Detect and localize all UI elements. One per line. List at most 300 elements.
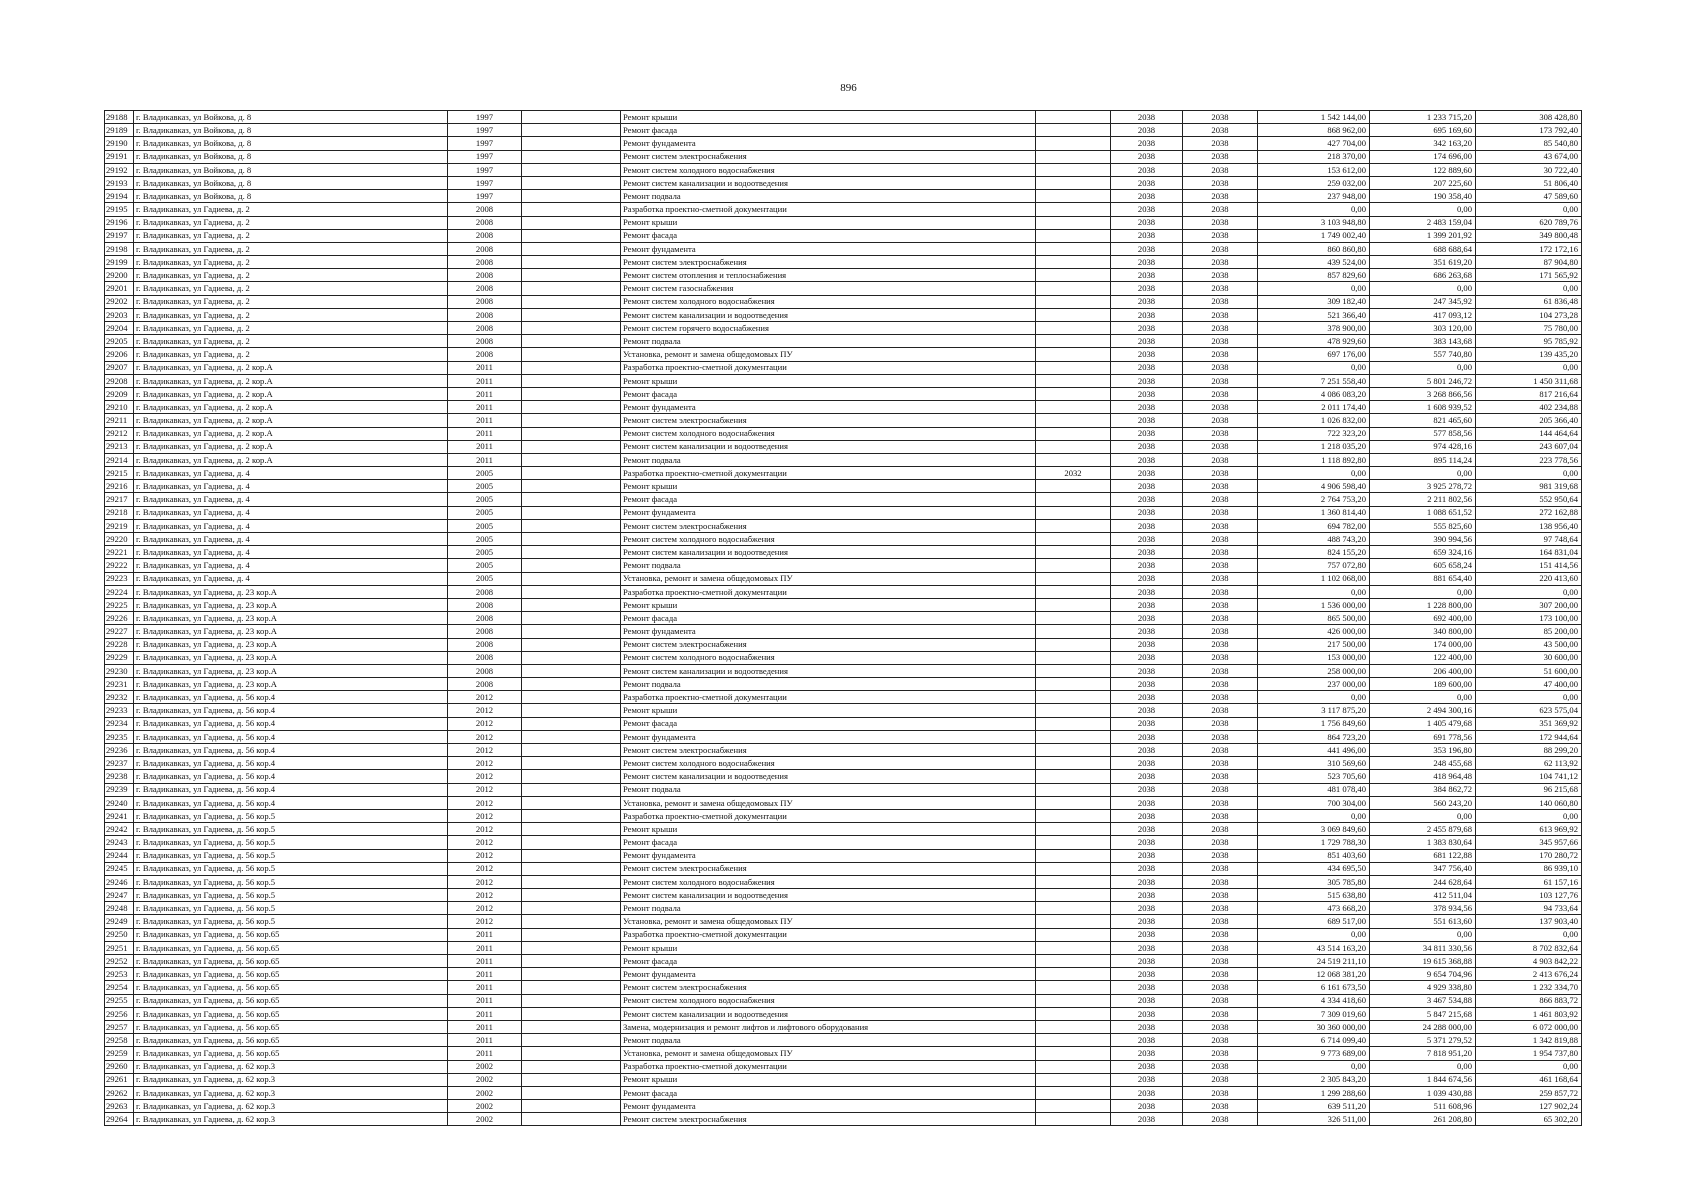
cell-record-number: 29192 [105, 163, 134, 176]
cell-empty [522, 361, 621, 374]
cell-address: г. Владикавказ, ул Гадиева, д. 4 [134, 572, 448, 585]
cell-total-cost: 310 569,60 [1258, 757, 1370, 770]
cell-start-year: 2038 [1111, 203, 1183, 216]
cell-build-year: 2008 [448, 664, 522, 677]
cell-end-year: 2038 [1183, 256, 1258, 269]
cell-fund-cost: 303 120,00 [1370, 322, 1476, 335]
cell-end-year: 2038 [1183, 533, 1258, 546]
cell-work-type: Ремонт систем холодного водоснабжения [621, 875, 1036, 888]
cell-empty [522, 427, 621, 440]
cell-start-year: 2038 [1111, 348, 1183, 361]
cell-plan-year [1036, 256, 1111, 269]
cell-plan-year [1036, 744, 1111, 757]
cell-total-cost: 4 086 083,20 [1258, 387, 1370, 400]
cell-end-year: 2038 [1183, 295, 1258, 308]
cell-build-year: 2011 [448, 941, 522, 954]
cell-empty [522, 744, 621, 757]
cell-work-type: Разработка проектно-сметной документации [621, 467, 1036, 480]
cell-build-year: 2011 [448, 1034, 522, 1047]
cell-work-type: Ремонт фасада [621, 612, 1036, 625]
cell-end-year: 2038 [1183, 889, 1258, 902]
cell-empty [522, 546, 621, 559]
cell-work-type: Ремонт систем канализации и водоотведения [621, 1007, 1036, 1020]
cell-address: г. Владикавказ, ул Гадиева, д. 4 [134, 467, 448, 480]
cell-record-number: 29213 [105, 440, 134, 453]
cell-empty [522, 651, 621, 664]
cell-end-year: 2038 [1183, 994, 1258, 1007]
cell-end-year: 2038 [1183, 1060, 1258, 1073]
cell-start-year: 2038 [1111, 796, 1183, 809]
cell-address: г. Владикавказ, ул Гадиева, д. 4 [134, 533, 448, 546]
cell-empty [522, 823, 621, 836]
cell-start-year: 2038 [1111, 335, 1183, 348]
cell-plan-year [1036, 598, 1111, 611]
cell-end-year: 2038 [1183, 941, 1258, 954]
cell-build-year: 2011 [448, 361, 522, 374]
cell-plan-year [1036, 216, 1111, 229]
cell-record-number: 29229 [105, 651, 134, 664]
cell-end-year: 2038 [1183, 467, 1258, 480]
cell-build-year: 2011 [448, 387, 522, 400]
cell-address: г. Владикавказ, ул Гадиева, д. 4 [134, 506, 448, 519]
cell-fund-cost: 3 467 534,88 [1370, 994, 1476, 1007]
cell-owner-cost: 127 902,24 [1476, 1100, 1582, 1113]
cell-build-year: 1997 [448, 137, 522, 150]
cell-work-type: Ремонт систем холодного водоснабжения [621, 295, 1036, 308]
cell-end-year: 2038 [1183, 163, 1258, 176]
cell-record-number: 29247 [105, 889, 134, 902]
cell-start-year: 2038 [1111, 875, 1183, 888]
cell-plan-year [1036, 1047, 1111, 1060]
table-row [105, 533, 1582, 546]
cell-build-year: 1997 [448, 190, 522, 203]
cell-start-year: 2038 [1111, 1020, 1183, 1033]
cell-build-year: 2012 [448, 717, 522, 730]
table-body [105, 111, 1582, 1126]
cell-end-year: 2038 [1183, 242, 1258, 255]
cell-start-year: 2038 [1111, 598, 1183, 611]
cell-address: г. Владикавказ, ул Гадиева, д. 56 кор.4 [134, 783, 448, 796]
cell-work-type: Ремонт крыши [621, 941, 1036, 954]
cell-start-year: 2038 [1111, 836, 1183, 849]
cell-address: г. Владикавказ, ул Гадиева, д. 2 [134, 216, 448, 229]
cell-empty [522, 295, 621, 308]
cell-start-year: 2038 [1111, 493, 1183, 506]
cell-plan-year [1036, 1034, 1111, 1047]
cell-total-cost: 326 511,00 [1258, 1113, 1370, 1126]
cell-fund-cost: 0,00 [1370, 1060, 1476, 1073]
cell-address: г. Владикавказ, ул Гадиева, д. 62 кор.3 [134, 1113, 448, 1126]
cell-record-number: 29226 [105, 612, 134, 625]
cell-total-cost: 7 309 019,60 [1258, 1007, 1370, 1020]
cell-fund-cost: 5 801 246,72 [1370, 374, 1476, 387]
cell-owner-cost: 173 792,40 [1476, 124, 1582, 137]
cell-fund-cost: 244 628,64 [1370, 875, 1476, 888]
cell-total-cost: 0,00 [1258, 467, 1370, 480]
cell-end-year: 2038 [1183, 506, 1258, 519]
cell-address: г. Владикавказ, ул Войкова, д. 8 [134, 137, 448, 150]
cell-plan-year [1036, 176, 1111, 189]
cell-record-number: 29254 [105, 981, 134, 994]
cell-total-cost: 309 182,40 [1258, 295, 1370, 308]
cell-total-cost: 0,00 [1258, 809, 1370, 822]
cell-fund-cost: 1 399 201,92 [1370, 229, 1476, 242]
cell-end-year: 2038 [1183, 480, 1258, 493]
cell-address: г. Владикавказ, ул Гадиева, д. 56 кор.4 [134, 757, 448, 770]
cell-plan-year [1036, 137, 1111, 150]
cell-end-year: 2038 [1183, 770, 1258, 783]
table-row [105, 414, 1582, 427]
cell-record-number: 29251 [105, 941, 134, 954]
cell-total-cost: 9 773 689,00 [1258, 1047, 1370, 1060]
table-row [105, 691, 1582, 704]
cell-build-year: 2008 [448, 269, 522, 282]
table-row [105, 730, 1582, 743]
cell-owner-cost: 62 113,92 [1476, 757, 1582, 770]
table-row [105, 823, 1582, 836]
table-row [105, 124, 1582, 137]
cell-work-type: Ремонт систем холодного водоснабжения [621, 994, 1036, 1007]
cell-fund-cost: 688 688,64 [1370, 242, 1476, 255]
cell-build-year: 2008 [448, 335, 522, 348]
cell-end-year: 2038 [1183, 809, 1258, 822]
cell-owner-cost: 171 565,92 [1476, 269, 1582, 282]
cell-fund-cost: 353 196,80 [1370, 744, 1476, 757]
cell-build-year: 2011 [448, 427, 522, 440]
cell-work-type: Ремонт систем канализации и водоотведения [621, 664, 1036, 677]
cell-work-type: Ремонт фасада [621, 717, 1036, 730]
cell-work-type: Ремонт фундамента [621, 730, 1036, 743]
cell-work-type: Ремонт систем холодного водоснабжения [621, 427, 1036, 440]
table-row [105, 849, 1582, 862]
cell-start-year: 2038 [1111, 440, 1183, 453]
cell-build-year: 2012 [448, 704, 522, 717]
cell-owner-cost: 51 806,40 [1476, 176, 1582, 189]
cell-start-year: 2038 [1111, 612, 1183, 625]
cell-owner-cost: 8 702 832,64 [1476, 941, 1582, 954]
cell-address: г. Владикавказ, ул Гадиева, д. 2 [134, 282, 448, 295]
cell-plan-year [1036, 361, 1111, 374]
cell-build-year: 2008 [448, 598, 522, 611]
cell-total-cost: 722 323,20 [1258, 427, 1370, 440]
cell-empty [522, 889, 621, 902]
cell-start-year: 2038 [1111, 190, 1183, 203]
cell-total-cost: 860 860,80 [1258, 242, 1370, 255]
cell-work-type: Ремонт фасада [621, 1086, 1036, 1099]
cell-record-number: 29206 [105, 348, 134, 361]
cell-start-year: 2038 [1111, 664, 1183, 677]
cell-work-type: Ремонт систем канализации и водоотведения [621, 440, 1036, 453]
cell-plan-year [1036, 849, 1111, 862]
cell-end-year: 2038 [1183, 1007, 1258, 1020]
cell-record-number: 29211 [105, 414, 134, 427]
cell-owner-cost: 2 413 676,24 [1476, 968, 1582, 981]
cell-address: г. Владикавказ, ул Войкова, д. 8 [134, 163, 448, 176]
cell-total-cost: 237 948,00 [1258, 190, 1370, 203]
cell-work-type: Ремонт подвала [621, 678, 1036, 691]
cell-total-cost: 851 403,60 [1258, 849, 1370, 862]
cell-start-year: 2038 [1111, 955, 1183, 968]
cell-plan-year [1036, 335, 1111, 348]
cell-fund-cost: 34 811 330,56 [1370, 941, 1476, 954]
cell-total-cost: 824 155,20 [1258, 546, 1370, 559]
cell-end-year: 2038 [1183, 559, 1258, 572]
cell-fund-cost: 19 615 368,88 [1370, 955, 1476, 968]
table-row [105, 1100, 1582, 1113]
cell-start-year: 2038 [1111, 308, 1183, 321]
cell-total-cost: 427 704,00 [1258, 137, 1370, 150]
cell-work-type: Ремонт фундамента [621, 1100, 1036, 1113]
cell-record-number: 29198 [105, 242, 134, 255]
cell-owner-cost: 0,00 [1476, 809, 1582, 822]
cell-record-number: 29239 [105, 783, 134, 796]
cell-fund-cost: 174 000,00 [1370, 638, 1476, 651]
cell-plan-year [1036, 625, 1111, 638]
cell-address: г. Владикавказ, ул Гадиева, д. 4 [134, 546, 448, 559]
cell-end-year: 2038 [1183, 968, 1258, 981]
table-row [105, 480, 1582, 493]
cell-record-number: 29232 [105, 691, 134, 704]
cell-empty [522, 585, 621, 598]
cell-fund-cost: 206 400,00 [1370, 664, 1476, 677]
cell-owner-cost: 613 969,92 [1476, 823, 1582, 836]
cell-end-year: 2038 [1183, 440, 1258, 453]
table-row [105, 150, 1582, 163]
cell-end-year: 2038 [1183, 1086, 1258, 1099]
cell-owner-cost: 817 216,64 [1476, 387, 1582, 400]
table-row [105, 229, 1582, 242]
cell-owner-cost: 140 060,80 [1476, 796, 1582, 809]
cell-work-type: Ремонт фундамента [621, 625, 1036, 638]
cell-plan-year [1036, 242, 1111, 255]
cell-address: г. Владикавказ, ул Гадиева, д. 56 кор.4 [134, 730, 448, 743]
cell-build-year: 2008 [448, 585, 522, 598]
cell-empty [522, 941, 621, 954]
cell-address: г. Владикавказ, ул Гадиева, д. 62 кор.3 [134, 1086, 448, 1099]
cell-address: г. Владикавказ, ул Гадиева, д. 62 кор.3 [134, 1060, 448, 1073]
cell-address: г. Владикавказ, ул Гадиева, д. 56 кор.65 [134, 994, 448, 1007]
cell-start-year: 2038 [1111, 717, 1183, 730]
cell-start-year: 2038 [1111, 678, 1183, 691]
cell-record-number: 29193 [105, 176, 134, 189]
cell-end-year: 2038 [1183, 783, 1258, 796]
cell-owner-cost: 981 319,68 [1476, 480, 1582, 493]
cell-build-year: 2012 [448, 730, 522, 743]
cell-owner-cost: 104 741,12 [1476, 770, 1582, 783]
cell-work-type: Ремонт систем канализации и водоотведения [621, 308, 1036, 321]
cell-fund-cost: 0,00 [1370, 928, 1476, 941]
cell-start-year: 2038 [1111, 414, 1183, 427]
table-row [105, 440, 1582, 453]
cell-end-year: 2038 [1183, 612, 1258, 625]
cell-start-year: 2038 [1111, 1034, 1183, 1047]
cell-address: г. Владикавказ, ул Гадиева, д. 56 кор.65 [134, 1034, 448, 1047]
cell-build-year: 2002 [448, 1113, 522, 1126]
cell-start-year: 2038 [1111, 889, 1183, 902]
cell-empty [522, 519, 621, 532]
cell-empty [522, 915, 621, 928]
cell-build-year: 2008 [448, 203, 522, 216]
cell-address: г. Владикавказ, ул Гадиева, д. 56 кор.65 [134, 1020, 448, 1033]
cell-fund-cost: 821 465,60 [1370, 414, 1476, 427]
cell-end-year: 2038 [1183, 308, 1258, 321]
cell-record-number: 29200 [105, 269, 134, 282]
cell-record-number: 29263 [105, 1100, 134, 1113]
cell-end-year: 2038 [1183, 638, 1258, 651]
cell-record-number: 29194 [105, 190, 134, 203]
cell-empty [522, 691, 621, 704]
cell-plan-year [1036, 190, 1111, 203]
cell-address: г. Владикавказ, ул Гадиева, д. 2 кор.А [134, 414, 448, 427]
cell-empty [522, 678, 621, 691]
cell-record-number: 29245 [105, 862, 134, 875]
cell-record-number: 29221 [105, 546, 134, 559]
table-row [105, 374, 1582, 387]
cell-work-type: Ремонт подвала [621, 190, 1036, 203]
cell-build-year: 2011 [448, 994, 522, 1007]
cell-total-cost: 4 334 418,60 [1258, 994, 1370, 1007]
cell-plan-year [1036, 427, 1111, 440]
cell-fund-cost: 390 994,56 [1370, 533, 1476, 546]
cell-build-year: 2005 [448, 480, 522, 493]
cell-record-number: 29240 [105, 796, 134, 809]
cell-record-number: 29201 [105, 282, 134, 295]
cell-work-type: Ремонт крыши [621, 374, 1036, 387]
cell-owner-cost: 0,00 [1476, 361, 1582, 374]
cell-empty [522, 664, 621, 677]
cell-work-type: Разработка проектно-сметной документации [621, 585, 1036, 598]
table-row [105, 770, 1582, 783]
table-row [105, 902, 1582, 915]
cell-address: г. Владикавказ, ул Гадиева, д. 56 кор.5 [134, 836, 448, 849]
cell-total-cost: 218 370,00 [1258, 150, 1370, 163]
cell-owner-cost: 85 200,00 [1476, 625, 1582, 638]
cell-build-year: 2008 [448, 216, 522, 229]
cell-owner-cost: 104 273,28 [1476, 308, 1582, 321]
cell-end-year: 2038 [1183, 625, 1258, 638]
cell-start-year: 2038 [1111, 533, 1183, 546]
cell-plan-year [1036, 955, 1111, 968]
cell-fund-cost: 3 268 866,56 [1370, 387, 1476, 400]
table-row [105, 598, 1582, 611]
cell-address: г. Владикавказ, ул Гадиева, д. 56 кор.65 [134, 981, 448, 994]
cell-address: г. Владикавказ, ул Гадиева, д. 2 [134, 348, 448, 361]
table-row [105, 427, 1582, 440]
cell-address: г. Владикавказ, ул Гадиева, д. 56 кор.4 [134, 704, 448, 717]
cell-owner-cost: 151 414,56 [1476, 559, 1582, 572]
cell-build-year: 1997 [448, 124, 522, 137]
table-row [105, 941, 1582, 954]
cell-record-number: 29210 [105, 401, 134, 414]
cell-total-cost: 6 161 673,50 [1258, 981, 1370, 994]
cell-empty [522, 612, 621, 625]
cell-empty [522, 348, 621, 361]
cell-owner-cost: 552 950,64 [1476, 493, 1582, 506]
cell-record-number: 29197 [105, 229, 134, 242]
cell-build-year: 2002 [448, 1086, 522, 1099]
cell-address: г. Владикавказ, ул Войкова, д. 8 [134, 150, 448, 163]
cell-owner-cost: 0,00 [1476, 203, 1582, 216]
cell-work-type: Ремонт систем электроснабжения [621, 638, 1036, 651]
cell-empty [522, 717, 621, 730]
cell-owner-cost: 0,00 [1476, 585, 1582, 598]
cell-record-number: 29209 [105, 387, 134, 400]
cell-record-number: 29207 [105, 361, 134, 374]
table-row [105, 796, 1582, 809]
repair-schedule-table [104, 110, 1582, 1126]
table-row [105, 493, 1582, 506]
cell-empty [522, 902, 621, 915]
cell-empty [522, 559, 621, 572]
cell-total-cost: 857 829,60 [1258, 269, 1370, 282]
cell-owner-cost: 137 903,40 [1476, 915, 1582, 928]
cell-total-cost: 639 511,20 [1258, 1100, 1370, 1113]
cell-fund-cost: 24 288 000,00 [1370, 1020, 1476, 1033]
cell-owner-cost: 623 575,04 [1476, 704, 1582, 717]
cell-owner-cost: 144 464,64 [1476, 427, 1582, 440]
cell-record-number: 29253 [105, 968, 134, 981]
cell-record-number: 29236 [105, 744, 134, 757]
cell-start-year: 2038 [1111, 1086, 1183, 1099]
cell-fund-cost: 174 696,00 [1370, 150, 1476, 163]
table-row [105, 836, 1582, 849]
cell-owner-cost: 223 778,56 [1476, 453, 1582, 466]
cell-record-number: 29223 [105, 572, 134, 585]
cell-build-year: 2011 [448, 453, 522, 466]
cell-end-year: 2038 [1183, 269, 1258, 282]
table-row [105, 163, 1582, 176]
cell-owner-cost: 88 299,20 [1476, 744, 1582, 757]
cell-end-year: 2038 [1183, 229, 1258, 242]
cell-fund-cost: 695 169,60 [1370, 124, 1476, 137]
cell-fund-cost: 1 228 800,00 [1370, 598, 1476, 611]
cell-plan-year [1036, 308, 1111, 321]
cell-start-year: 2038 [1111, 585, 1183, 598]
cell-address: г. Владикавказ, ул Гадиева, д. 56 кор.4 [134, 744, 448, 757]
cell-empty [522, 506, 621, 519]
cell-empty [522, 229, 621, 242]
cell-record-number: 29241 [105, 809, 134, 822]
cell-fund-cost: 9 654 704,96 [1370, 968, 1476, 981]
cell-end-year: 2038 [1183, 928, 1258, 941]
cell-address: г. Владикавказ, ул Гадиева, д. 56 кор.5 [134, 902, 448, 915]
cell-empty [522, 493, 621, 506]
table-row [105, 242, 1582, 255]
cell-plan-year [1036, 163, 1111, 176]
cell-address: г. Владикавказ, ул Гадиева, д. 2 [134, 308, 448, 321]
cell-start-year: 2038 [1111, 783, 1183, 796]
cell-work-type: Ремонт систем газоснабжения [621, 282, 1036, 295]
cell-work-type: Ремонт фасада [621, 387, 1036, 400]
cell-owner-cost: 205 366,40 [1476, 414, 1582, 427]
cell-address: г. Владикавказ, ул Гадиева, д. 2 кор.А [134, 453, 448, 466]
cell-build-year: 2005 [448, 519, 522, 532]
cell-fund-cost: 1 039 430,88 [1370, 1086, 1476, 1099]
cell-fund-cost: 342 163,20 [1370, 137, 1476, 150]
cell-work-type: Ремонт систем канализации и водоотведения [621, 889, 1036, 902]
cell-total-cost: 1 026 832,00 [1258, 414, 1370, 427]
page-number: 896 [840, 82, 857, 94]
cell-work-type: Ремонт систем отопления и теплоснабжения [621, 269, 1036, 282]
cell-total-cost: 1 360 814,40 [1258, 506, 1370, 519]
cell-start-year: 2038 [1111, 427, 1183, 440]
cell-fund-cost: 2 494 300,16 [1370, 704, 1476, 717]
cell-record-number: 29230 [105, 664, 134, 677]
cell-total-cost: 1 102 068,00 [1258, 572, 1370, 585]
cell-address: г. Владикавказ, ул Гадиева, д. 23 кор.А [134, 585, 448, 598]
cell-empty [522, 111, 621, 124]
cell-empty [522, 1034, 621, 1047]
